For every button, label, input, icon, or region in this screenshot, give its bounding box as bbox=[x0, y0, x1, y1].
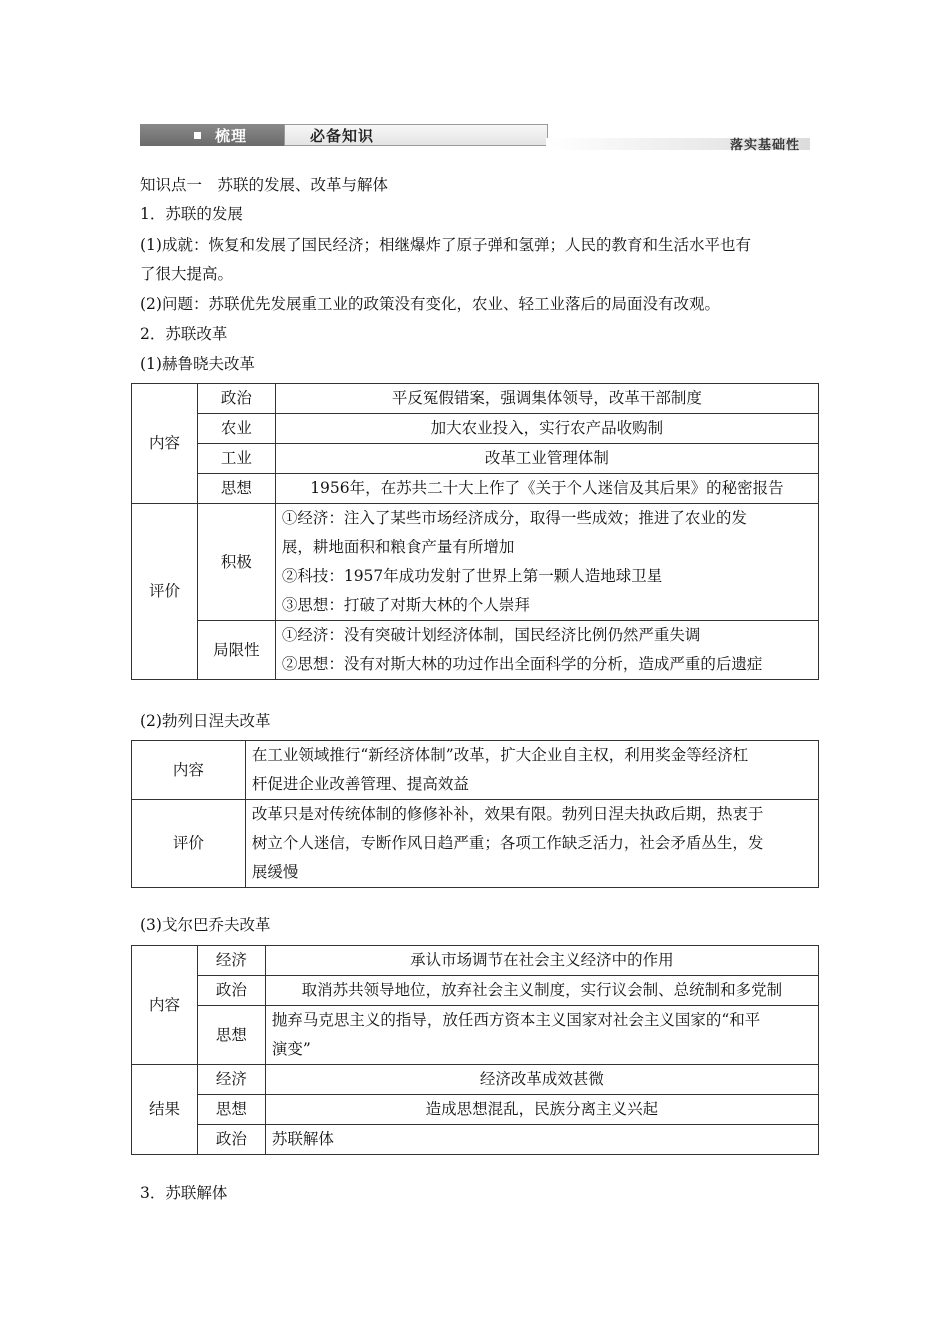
table-row bbox=[132, 444, 819, 474]
text-line: 展缓慢 bbox=[251, 863, 299, 881]
square-bullet-icon bbox=[194, 132, 201, 139]
positive-label: 积极 bbox=[197, 504, 275, 621]
section-banner bbox=[140, 124, 810, 154]
row-key: 经济 bbox=[197, 946, 265, 976]
text-line: 演变” bbox=[271, 1040, 311, 1058]
row-value: 造成思想混乱，民族分离主义兴起 bbox=[265, 1095, 818, 1125]
subheading-khrushchev: (1)赫鲁晓夫改革 bbox=[140, 355, 255, 373]
text-line: ②思想：没有对斯大林的功过作出全面科学的分析，造成严重的后遗症 bbox=[281, 655, 763, 673]
row-key: 政治 bbox=[197, 1125, 265, 1155]
row-key: 思想 bbox=[197, 474, 275, 504]
text-line: 杆促进企业改善管理、提高效益 bbox=[251, 775, 469, 793]
subheading-gorbachev: (3)戈尔巴乔夫改革 bbox=[140, 916, 271, 934]
row-value: 改革工业管理体制 bbox=[275, 444, 818, 474]
banner-dark-block bbox=[140, 124, 284, 146]
text-line: ①经济：没有突破计划经济体制，国民经济比例仍然严重失调 bbox=[281, 626, 701, 644]
text-line: 改革只是对传统体制的修修补补，效果有限。勃列日涅夫执政后期，热衷于 bbox=[251, 805, 764, 823]
text-line: 抛弃马克思主义的指导，放任西方资本主义国家对社会主义国家的“和平 bbox=[271, 1011, 761, 1029]
content-label: 内容 bbox=[132, 741, 246, 800]
text-line: 展，耕地面积和粮食产量有所增加 bbox=[281, 538, 515, 556]
row-key: 思想 bbox=[197, 1006, 265, 1065]
row-key: 政治 bbox=[197, 384, 275, 414]
table-row bbox=[132, 1065, 819, 1095]
positive-content bbox=[275, 504, 818, 621]
row-key: 工业 bbox=[197, 444, 275, 474]
knowledge-point-heading: 知识点一 苏联的发展、改革与解体 bbox=[140, 176, 389, 194]
banner-title: 必备知识 bbox=[310, 127, 375, 145]
table-row bbox=[132, 946, 819, 976]
achievement-line-2: 了很大提高。 bbox=[140, 265, 234, 283]
row-value: 取消苏共领导地位，放弃社会主义制度，实行议会制、总统制和多党制 bbox=[265, 976, 818, 1006]
khrushchev-table bbox=[131, 383, 819, 680]
table-row bbox=[132, 384, 819, 414]
text-line: ②科技：1957年成功发射了世界上第一颗人造地球卫星 bbox=[281, 567, 663, 585]
problem-paragraph: (2)问题：苏联优先发展重工业的政策没有变化，农业、轻工业落后的局面没有改观。 bbox=[140, 295, 720, 313]
row-value: 加大农业投入，实行农产品收购制 bbox=[275, 414, 818, 444]
evaluation-label: 评价 bbox=[132, 800, 246, 888]
content-text bbox=[245, 741, 818, 800]
table-row bbox=[132, 504, 819, 621]
row-value: 承认市场调节在社会主义经济中的作用 bbox=[265, 946, 818, 976]
banner-tag: 梳理 bbox=[215, 127, 248, 145]
row-value: 经济改革成效甚微 bbox=[265, 1065, 818, 1095]
achievement-line-1: (1)成就：恢复和发展了国民经济；相继爆炸了原子弹和氢弹；人民的教育和生活水平也有 bbox=[140, 236, 751, 254]
row-key: 农业 bbox=[197, 414, 275, 444]
row-value bbox=[265, 1006, 818, 1065]
row-key: 经济 bbox=[197, 1065, 265, 1095]
table-row bbox=[132, 1125, 819, 1155]
content-label: 内容 bbox=[132, 384, 198, 504]
text-line: ③思想：打破了对斯大林的个人崇拜 bbox=[281, 596, 530, 614]
subheading-brezhnev: (2)勃列日涅夫改革 bbox=[140, 712, 271, 730]
row-value: 平反冤假错案，强调集体领导，改革干部制度 bbox=[275, 384, 818, 414]
row-value: 苏联解体 bbox=[265, 1125, 818, 1155]
table-row bbox=[132, 474, 819, 504]
row-key: 政治 bbox=[197, 976, 265, 1006]
text-line: ①经济：注入了某些市场经济成分，取得一些成效；推进了农业的发 bbox=[281, 509, 747, 527]
heading-reform: 2．苏联改革 bbox=[140, 325, 228, 343]
table-row bbox=[132, 1006, 819, 1065]
table-row bbox=[132, 621, 819, 680]
text-line: 在工业领域推行“新经济体制”改革，扩大企业自主权，利用奖金等经济杠 bbox=[251, 746, 749, 764]
heading-dissolution: 3．苏联解体 bbox=[140, 1184, 228, 1202]
result-label: 结果 bbox=[132, 1065, 198, 1155]
row-key: 思想 bbox=[197, 1095, 265, 1125]
limitation-label: 局限性 bbox=[197, 621, 275, 680]
brezhnev-table bbox=[131, 740, 819, 888]
row-value: 1956年，在苏共二十大上作了《关于个人迷信及其后果》的秘密报告 bbox=[275, 474, 818, 504]
table-row bbox=[132, 800, 819, 888]
table-row bbox=[132, 976, 819, 1006]
table-row bbox=[132, 1095, 819, 1125]
heading-development: 1．苏联的发展 bbox=[140, 205, 243, 223]
evaluation-text bbox=[245, 800, 818, 888]
text-line: 树立个人迷信，专断作风日趋严重；各项工作缺乏活力，社会矛盾丛生，发 bbox=[251, 834, 764, 852]
limitation-content bbox=[275, 621, 818, 680]
table-row bbox=[132, 414, 819, 444]
banner-right-label: 落实基础性 bbox=[729, 138, 800, 153]
evaluation-label: 评价 bbox=[132, 504, 198, 680]
gorbachev-table bbox=[131, 945, 819, 1155]
content-label: 内容 bbox=[132, 946, 198, 1065]
table-row bbox=[132, 741, 819, 800]
